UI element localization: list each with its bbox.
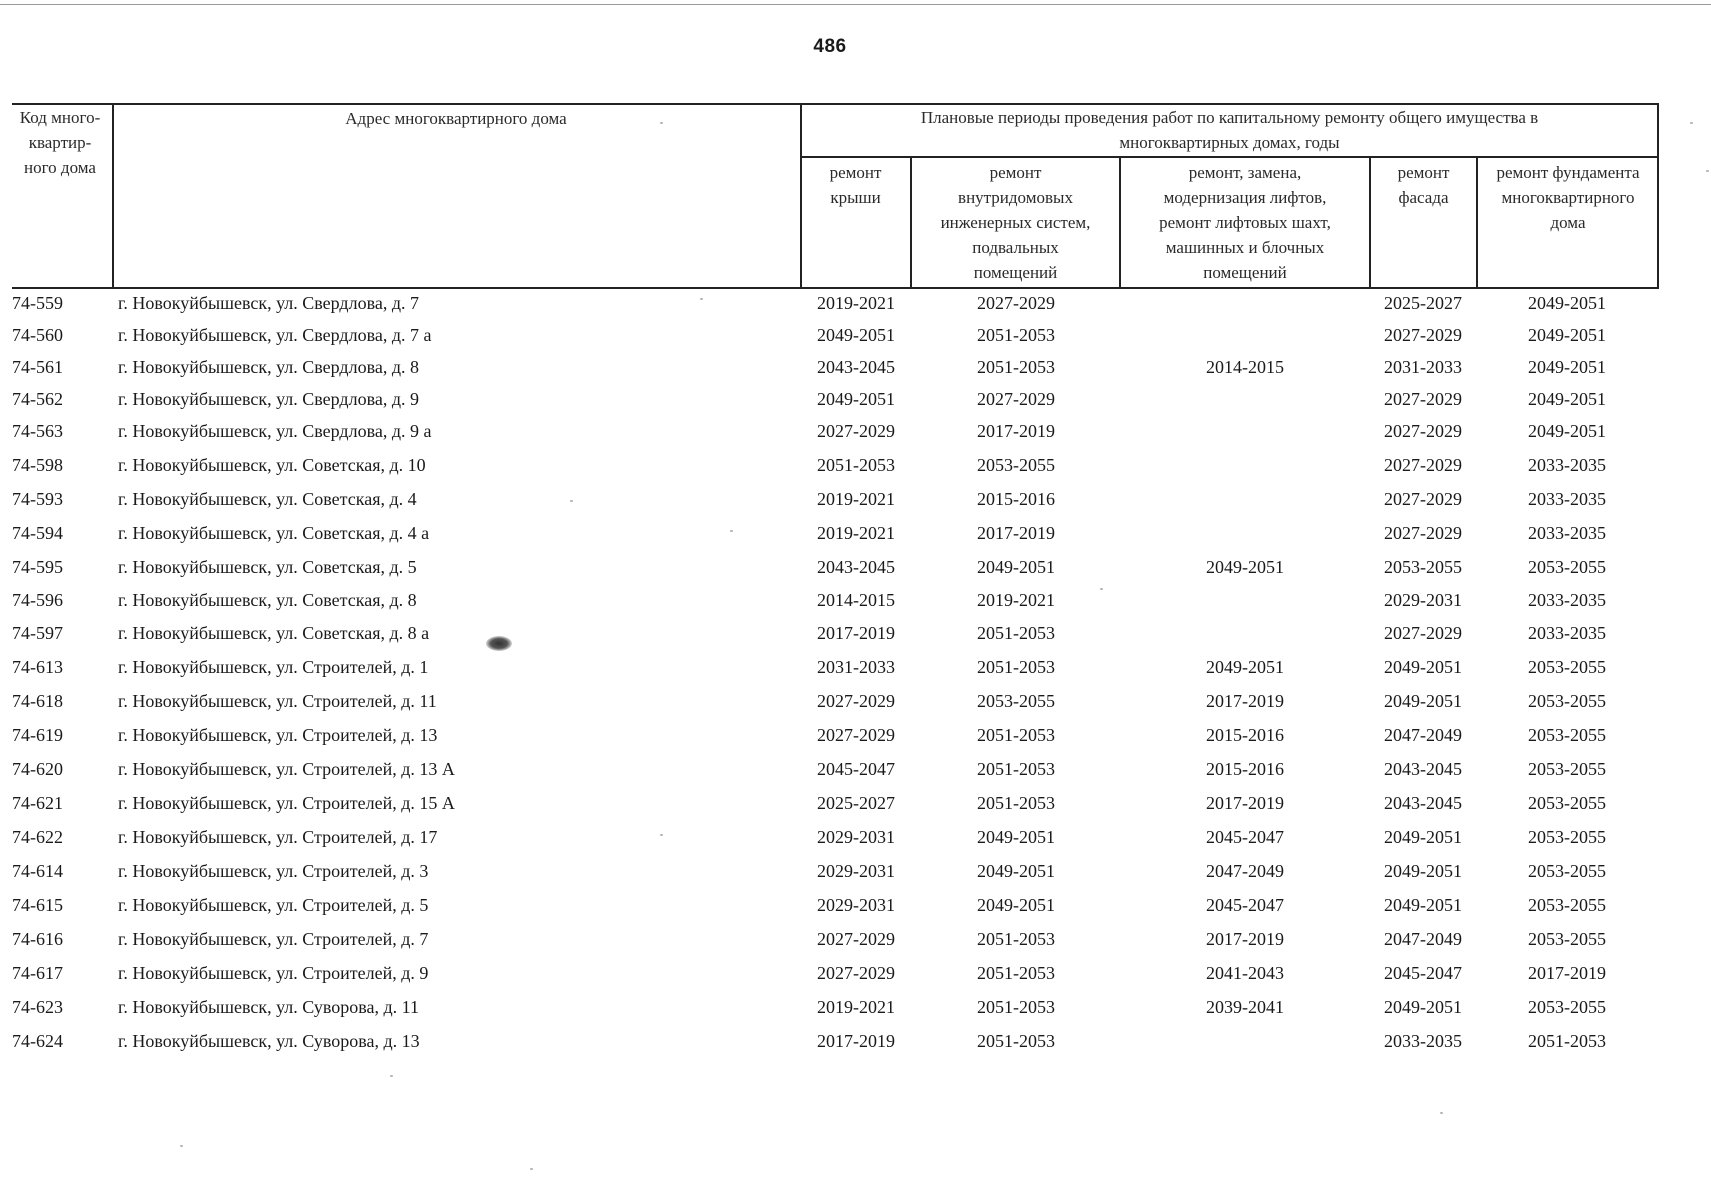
- foundation-period: 2051-2053: [1528, 1031, 1606, 1051]
- engineering-period: 2051-2053: [977, 325, 1055, 345]
- table-row: [0, 618, 1711, 648]
- table-row: [0, 1026, 1711, 1056]
- roof-period: 2027-2029: [817, 963, 895, 983]
- foundation-period: 2053-2055: [1528, 657, 1606, 677]
- house-code: 74-619: [12, 725, 63, 745]
- scan-speck: [700, 298, 703, 300]
- house-address: г. Новокуйбышевск, ул. Строителей, д. 9: [118, 963, 429, 983]
- house-address: г. Новокуйбышевск, ул. Свердлова, д. 7 а: [118, 325, 432, 345]
- roof-period: 2043-2045: [817, 557, 895, 577]
- foundation-period: 2053-2055: [1528, 929, 1606, 949]
- header-group-title: [800, 105, 1659, 155]
- header-engineering-line: подвальных: [972, 238, 1059, 257]
- roof-period: 2051-2053: [817, 455, 895, 475]
- header-lifts-line: ремонт, замена,: [1188, 163, 1302, 182]
- table-row: [0, 320, 1711, 350]
- house-code: 74-597: [12, 623, 63, 643]
- lifts-period: 2015-2016: [1206, 725, 1284, 745]
- lifts-period: 2049-2051: [1206, 557, 1284, 577]
- roof-period: 2017-2019: [817, 1031, 895, 1051]
- foundation-period: 2033-2035: [1528, 623, 1606, 643]
- foundation-period: 2053-2055: [1528, 725, 1606, 745]
- facade-period: 2027-2029: [1384, 325, 1462, 345]
- roof-period: 2031-2033: [817, 657, 895, 677]
- roof-period: 2019-2021: [817, 523, 895, 543]
- house-address: г. Новокуйбышевск, ул. Строителей, д. 15 А: [118, 793, 455, 813]
- roof-period: 2045-2047: [817, 759, 895, 779]
- header-foundation-line: дома: [1550, 213, 1586, 232]
- scan-speck: [570, 500, 573, 502]
- engineering-period: 2051-2053: [977, 1031, 1055, 1051]
- header-foundation-line: ремонт фундамента: [1496, 163, 1640, 182]
- lifts-period: 2045-2047: [1206, 895, 1284, 915]
- lifts-period: 2047-2049: [1206, 861, 1284, 881]
- scan-speck: [1440, 1112, 1443, 1114]
- scan-top-rule: [0, 4, 1711, 5]
- table-row: [0, 585, 1711, 615]
- header-roof-line: ремонт: [829, 163, 882, 182]
- facade-period: 2043-2045: [1384, 793, 1462, 813]
- house-address: г. Новокуйбышевск, ул. Строителей, д. 17: [118, 827, 438, 847]
- engineering-period: 2015-2016: [977, 489, 1055, 509]
- table-row: [0, 754, 1711, 784]
- house-code: 74-623: [12, 997, 63, 1017]
- header-code-line: ного дома: [24, 158, 96, 177]
- header-roof-line: крыши: [830, 188, 881, 207]
- table-row: [0, 384, 1711, 414]
- scan-speck: [180, 1145, 183, 1147]
- engineering-period: 2051-2053: [977, 357, 1055, 377]
- house-address: г. Новокуйбышевск, ул. Свердлова, д. 7: [118, 293, 419, 313]
- engineering-period: 2051-2053: [977, 759, 1055, 779]
- header-lifts-line: машинных и блочных: [1165, 238, 1325, 257]
- roof-period: 2019-2021: [817, 489, 895, 509]
- house-address: г. Новокуйбышевск, ул. Строителей, д. 7: [118, 929, 429, 949]
- header-lifts: [1120, 160, 1370, 285]
- house-address: г. Новокуйбышевск, ул. Строителей, д. 13 А: [118, 759, 455, 779]
- house-code: 74-593: [12, 489, 63, 509]
- house-code: 74-598: [12, 455, 63, 475]
- house-address: г. Новокуйбышевск, ул. Советская, д. 5: [118, 557, 417, 577]
- engineering-period: 2051-2053: [977, 997, 1055, 1017]
- foundation-period: 2033-2035: [1528, 590, 1606, 610]
- table-row: [0, 352, 1711, 382]
- roof-period: 2019-2021: [817, 293, 895, 313]
- scan-speck: [1100, 588, 1103, 590]
- house-code: 74-559: [12, 293, 63, 313]
- table-row: [0, 518, 1711, 548]
- lifts-period: 2017-2019: [1206, 691, 1284, 711]
- header-engineering-line: помещений: [973, 263, 1058, 282]
- foundation-period: 2049-2051: [1528, 421, 1606, 441]
- table-row: [0, 890, 1711, 920]
- house-code: 74-618: [12, 691, 63, 711]
- ink-blot: [486, 636, 512, 651]
- roof-period: 2025-2027: [817, 793, 895, 813]
- foundation-period: 2053-2055: [1528, 827, 1606, 847]
- roof-period: 2049-2051: [817, 325, 895, 345]
- engineering-period: 2051-2053: [977, 929, 1055, 949]
- facade-period: 2029-2031: [1384, 590, 1462, 610]
- facade-period: 2031-2033: [1384, 357, 1462, 377]
- lifts-period: 2049-2051: [1206, 657, 1284, 677]
- house-code: 74-561: [12, 357, 63, 377]
- scan-speck: [390, 1075, 393, 1077]
- facade-period: 2027-2029: [1384, 489, 1462, 509]
- foundation-period: 2049-2051: [1528, 357, 1606, 377]
- engineering-period: 2049-2051: [977, 861, 1055, 881]
- table-row: [0, 416, 1711, 446]
- foundation-period: 2053-2055: [1528, 895, 1606, 915]
- house-address: г. Новокуйбышевск, ул. Суворова, д. 13: [118, 1031, 420, 1051]
- facade-period: 2045-2047: [1384, 963, 1462, 983]
- lifts-period: 2045-2047: [1206, 827, 1284, 847]
- header-engineering: [911, 160, 1120, 285]
- house-address: г. Новокуйбышевск, ул. Советская, д. 8 а: [118, 623, 430, 643]
- engineering-period: 2017-2019: [977, 421, 1055, 441]
- house-address: г. Новокуйбышевск, ул. Свердлова, д. 9: [118, 389, 419, 409]
- roof-period: 2049-2051: [817, 389, 895, 409]
- house-address: г. Новокуйбышевск, ул. Суворова, д. 11: [118, 997, 419, 1017]
- facade-period: 2047-2049: [1384, 725, 1462, 745]
- table-row: [0, 484, 1711, 514]
- foundation-period: 2049-2051: [1528, 389, 1606, 409]
- foundation-period: 2053-2055: [1528, 793, 1606, 813]
- house-address: г. Новокуйбышевск, ул. Свердлова, д. 9 а: [118, 421, 432, 441]
- house-code: 74-596: [12, 590, 63, 610]
- roof-period: 2019-2021: [817, 997, 895, 1017]
- table-row: [0, 924, 1711, 954]
- scan-speck: [660, 834, 663, 836]
- house-code: 74-613: [12, 657, 63, 677]
- page-number: 486: [813, 36, 847, 57]
- scan-speck: [1706, 170, 1709, 172]
- house-code: 74-614: [12, 861, 63, 881]
- roof-period: 2027-2029: [817, 725, 895, 745]
- roof-period: 2043-2045: [817, 357, 895, 377]
- facade-period: 2027-2029: [1384, 389, 1462, 409]
- engineering-period: 2027-2029: [977, 293, 1055, 313]
- house-code: 74-595: [12, 557, 63, 577]
- house-address: г. Новокуйбышевск, ул. Строителей, д. 3: [118, 861, 429, 881]
- roof-period: 2029-2031: [817, 861, 895, 881]
- header-code-line: Код много-: [19, 108, 101, 127]
- facade-period: 2047-2049: [1384, 929, 1462, 949]
- roof-period: 2017-2019: [817, 623, 895, 643]
- house-code: 74-563: [12, 421, 63, 441]
- facade-period: 2027-2029: [1384, 455, 1462, 475]
- roof-period: 2029-2031: [817, 895, 895, 915]
- engineering-period: 2049-2051: [977, 895, 1055, 915]
- house-address: г. Новокуйбышевск, ул. Строителей, д. 11: [118, 691, 437, 711]
- engineering-period: 2049-2051: [977, 827, 1055, 847]
- facade-period: 2049-2051: [1384, 997, 1462, 1017]
- engineering-period: 2017-2019: [977, 523, 1055, 543]
- house-code: 74-616: [12, 929, 63, 949]
- roof-period: 2027-2029: [817, 929, 895, 949]
- scan-speck: [660, 122, 663, 124]
- house-address: г. Новокуйбышевск, ул. Строителей, д. 1: [118, 657, 429, 677]
- foundation-period: 2033-2035: [1528, 523, 1606, 543]
- engineering-period: 2051-2053: [977, 657, 1055, 677]
- facade-period: 2053-2055: [1384, 557, 1462, 577]
- lifts-period: 2039-2041: [1206, 997, 1284, 1017]
- facade-period: 2033-2035: [1384, 1031, 1462, 1051]
- lifts-period: 2015-2016: [1206, 759, 1284, 779]
- header-lifts-line: ремонт лифтовых шахт,: [1159, 213, 1331, 232]
- foundation-period: 2049-2051: [1528, 293, 1606, 313]
- table-row: [0, 552, 1711, 582]
- header-facade-line: ремонт: [1397, 163, 1450, 182]
- scan-speck: [530, 1168, 533, 1170]
- house-code: 74-617: [12, 963, 63, 983]
- header-code: [8, 105, 112, 180]
- facade-period: 2049-2051: [1384, 827, 1462, 847]
- scan-speck: [730, 530, 733, 532]
- house-code: 74-620: [12, 759, 63, 779]
- house-address: г. Новокуйбышевск, ул. Свердлова, д. 8: [118, 357, 419, 377]
- header-foundation-line: многоквартирного: [1501, 188, 1635, 207]
- facade-period: 2049-2051: [1384, 691, 1462, 711]
- house-address: г. Новокуйбышевск, ул. Советская, д. 8: [118, 590, 417, 610]
- table-row: [0, 822, 1711, 852]
- engineering-period: 2053-2055: [977, 691, 1055, 711]
- house-address: г. Новокуйбышевск, ул. Строителей, д. 13: [118, 725, 438, 745]
- header-address: Адрес многоквартирного дома: [345, 109, 567, 128]
- engineering-period: 2051-2053: [977, 963, 1055, 983]
- foundation-period: 2053-2055: [1528, 759, 1606, 779]
- house-code: 74-621: [12, 793, 63, 813]
- engineering-period: 2051-2053: [977, 793, 1055, 813]
- house-address: г. Новокуйбышевск, ул. Советская, д. 4: [118, 489, 417, 509]
- foundation-period: 2017-2019: [1528, 963, 1606, 983]
- foundation-period: 2053-2055: [1528, 997, 1606, 1017]
- facade-period: 2049-2051: [1384, 657, 1462, 677]
- foundation-period: 2049-2051: [1528, 325, 1606, 345]
- lifts-period: 2041-2043: [1206, 963, 1284, 983]
- lifts-period: 2014-2015: [1206, 357, 1284, 377]
- facade-period: 2025-2027: [1384, 293, 1462, 313]
- table-row: [0, 958, 1711, 988]
- house-code: 74-562: [12, 389, 63, 409]
- house-address: г. Новокуйбышевск, ул. Советская, д. 10: [118, 455, 426, 475]
- foundation-period: 2053-2055: [1528, 557, 1606, 577]
- engineering-period: 2053-2055: [977, 455, 1055, 475]
- house-code: 74-615: [12, 895, 63, 915]
- header-engineering-line: ремонт: [989, 163, 1042, 182]
- header-code-line: квартир-: [28, 133, 92, 152]
- house-address: г. Новокуйбышевск, ул. Советская, д. 4 а: [118, 523, 430, 543]
- roof-period: 2027-2029: [817, 691, 895, 711]
- header-roof: [800, 160, 911, 210]
- roof-period: 2029-2031: [817, 827, 895, 847]
- house-code: 74-560: [12, 325, 63, 345]
- scan-speck: [1690, 122, 1693, 124]
- lifts-period: 2017-2019: [1206, 793, 1284, 813]
- house-address: г. Новокуйбышевск, ул. Строителей, д. 5: [118, 895, 429, 915]
- foundation-period: 2033-2035: [1528, 489, 1606, 509]
- facade-period: 2027-2029: [1384, 523, 1462, 543]
- foundation-period: 2053-2055: [1528, 691, 1606, 711]
- facade-period: 2027-2029: [1384, 421, 1462, 441]
- header-engineering-line: внутридомовых: [958, 188, 1073, 207]
- table-row: [0, 450, 1711, 480]
- table-row: [0, 720, 1711, 750]
- table-row: [0, 856, 1711, 886]
- header-lifts-line: модернизация лифтов,: [1163, 188, 1327, 207]
- table-row: [0, 652, 1711, 682]
- facade-period: 2027-2029: [1384, 623, 1462, 643]
- lifts-period: 2017-2019: [1206, 929, 1284, 949]
- roof-period: 2027-2029: [817, 421, 895, 441]
- house-code: 74-624: [12, 1031, 63, 1051]
- house-code: 74-594: [12, 523, 63, 543]
- table-row: [0, 686, 1711, 716]
- header-group-divider: [800, 156, 1659, 158]
- header-group-title-line: многоквартирных домах, годы: [1119, 133, 1340, 152]
- header-facade-line: фасада: [1398, 188, 1449, 207]
- table-row: [0, 992, 1711, 1022]
- house-code: 74-622: [12, 827, 63, 847]
- engineering-period: 2019-2021: [977, 590, 1055, 610]
- foundation-period: 2053-2055: [1528, 861, 1606, 881]
- header-facade: [1370, 160, 1477, 210]
- table-row: [0, 288, 1711, 318]
- header-group-title-line: Плановые периоды проведения работ по капитальному ремонту общего имущества в: [920, 108, 1539, 127]
- header-lifts-line: помещений: [1203, 263, 1287, 282]
- table-row: [0, 788, 1711, 818]
- engineering-period: 2051-2053: [977, 623, 1055, 643]
- facade-period: 2043-2045: [1384, 759, 1462, 779]
- roof-period: 2014-2015: [817, 590, 895, 610]
- header-foundation: [1477, 160, 1659, 235]
- engineering-period: 2049-2051: [977, 557, 1055, 577]
- engineering-period: 2027-2029: [977, 389, 1055, 409]
- facade-period: 2049-2051: [1384, 895, 1462, 915]
- facade-period: 2049-2051: [1384, 861, 1462, 881]
- engineering-period: 2051-2053: [977, 725, 1055, 745]
- foundation-period: 2033-2035: [1528, 455, 1606, 475]
- header-engineering-line: инженерных систем,: [940, 213, 1091, 232]
